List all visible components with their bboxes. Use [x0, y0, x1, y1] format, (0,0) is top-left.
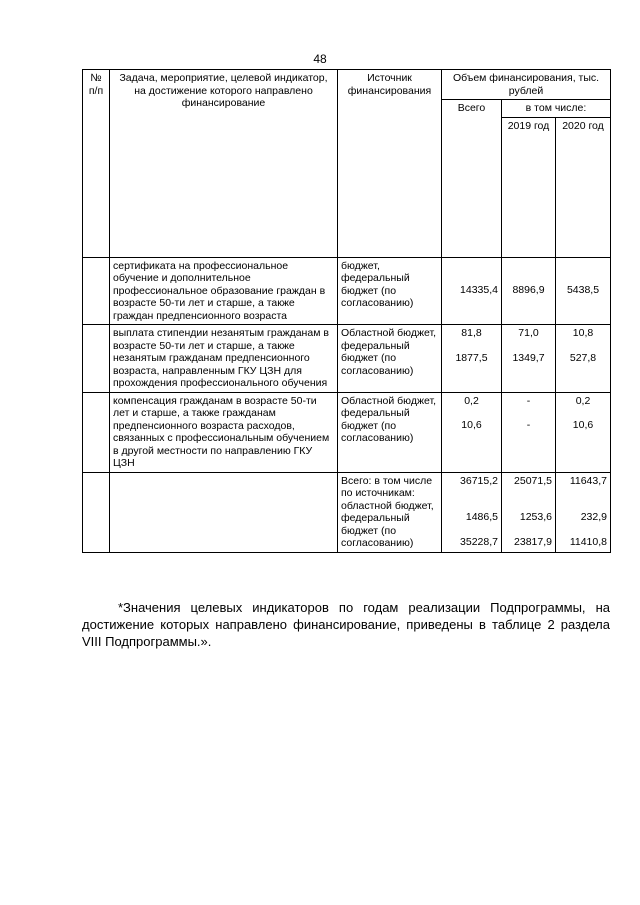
value: 71,0: [518, 327, 539, 339]
value: -: [526, 419, 531, 431]
row-total: [442, 472, 502, 552]
row-total: [442, 257, 502, 325]
table-row: [83, 392, 611, 472]
table-row-totals: [83, 472, 611, 552]
value: 1253,6: [519, 511, 552, 523]
value: 10,8: [572, 327, 594, 339]
row-2019: [502, 392, 556, 472]
value: 8896,9: [512, 283, 545, 296]
value: -: [526, 394, 531, 407]
value: 35228,7: [460, 535, 498, 548]
value: 0,2: [464, 394, 479, 407]
table-row: [83, 325, 611, 393]
row-num: [83, 325, 110, 393]
row-task: сертификата на профессиональное обучение и дополнительное профессиональное образование граждан в возрасте 50-ти лет и старше, а также граждан предпенсионного возраста: [110, 257, 338, 325]
row-task: [110, 472, 338, 552]
row-task: выплата стипендии незанятым гражданам в возрасте 50-ти лет и старше, а также незанятым гражданам предпенсионного возраста, направленным ГКУ ЦЗН для прохождения профессионального обучения: [110, 325, 338, 393]
value: 1877,5: [455, 351, 488, 364]
header-source: Источник финансирования: [338, 70, 442, 258]
row-total: [442, 325, 502, 393]
value: 36715,2: [460, 474, 498, 487]
row-num: [83, 257, 110, 325]
row-2020: [556, 392, 611, 472]
footnote: *Значения целевых индикаторов по годам реализации Подпрограммы, на достижение которых направлено финансирование, приведены в таблице 2 раздела VIII Подпрограммы.».: [82, 600, 610, 649]
header-total: Всего: [442, 100, 502, 258]
row-source: бюджет, федеральный бюджет (по согласованию): [338, 257, 442, 325]
value: 25071,5: [514, 474, 552, 487]
header-year-2019: 2019 год: [502, 117, 556, 257]
row-total: [442, 392, 502, 472]
value: 232,9: [580, 511, 607, 523]
value: 81,8: [461, 327, 482, 339]
value: 5438,5: [566, 283, 600, 296]
header-year-2020: 2020 год: [556, 117, 611, 257]
value: 11643,7: [569, 474, 607, 487]
row-2019: [502, 257, 556, 325]
row-num: [83, 472, 110, 552]
header-num: № п/п: [83, 70, 110, 258]
row-source: Областной бюджет, федеральный бюджет (по согласованию): [338, 392, 442, 472]
header-volume: Объем финансирования, тыс. рублей: [442, 70, 611, 100]
value: 14335,4: [460, 283, 498, 296]
row-2019: [502, 472, 556, 552]
row-2019: [502, 325, 556, 393]
row-num: [83, 392, 110, 472]
row-2020: [556, 472, 611, 552]
value: 10,6: [461, 419, 482, 431]
value: 10,6: [572, 419, 594, 431]
row-2020: [556, 325, 611, 393]
header-row-1: [83, 70, 611, 100]
row-source: Областной бюджет, федеральный бюджет (по согласованию): [338, 325, 442, 393]
header-task: Задача, мероприятие, целевой индикатор, на достижение которого направлено финансирование: [110, 70, 338, 258]
row-2020: [556, 257, 611, 325]
financing-table: [82, 69, 611, 553]
header-including: в том числе:: [502, 100, 611, 118]
table-row: [83, 257, 611, 325]
value: 1349,7: [512, 351, 545, 364]
value: 1486,5: [465, 511, 498, 523]
value: 527,8: [569, 351, 597, 364]
value: 23817,9: [514, 535, 552, 548]
value: 0,2: [575, 394, 591, 407]
value: 11410,8: [569, 535, 607, 548]
row-task: компенсация гражданам в возрасте 50-ти лет и старше, а также гражданам предпенсионного возраста расходов, связанных с профессиональным обучением в другой местности по направлению ГКУ ЦЗН: [110, 392, 338, 472]
row-source: Всего: в том числе по источникам: областной бюджет, федеральный бюджет (по согласованию): [338, 472, 442, 552]
page-number: 48: [313, 52, 327, 66]
